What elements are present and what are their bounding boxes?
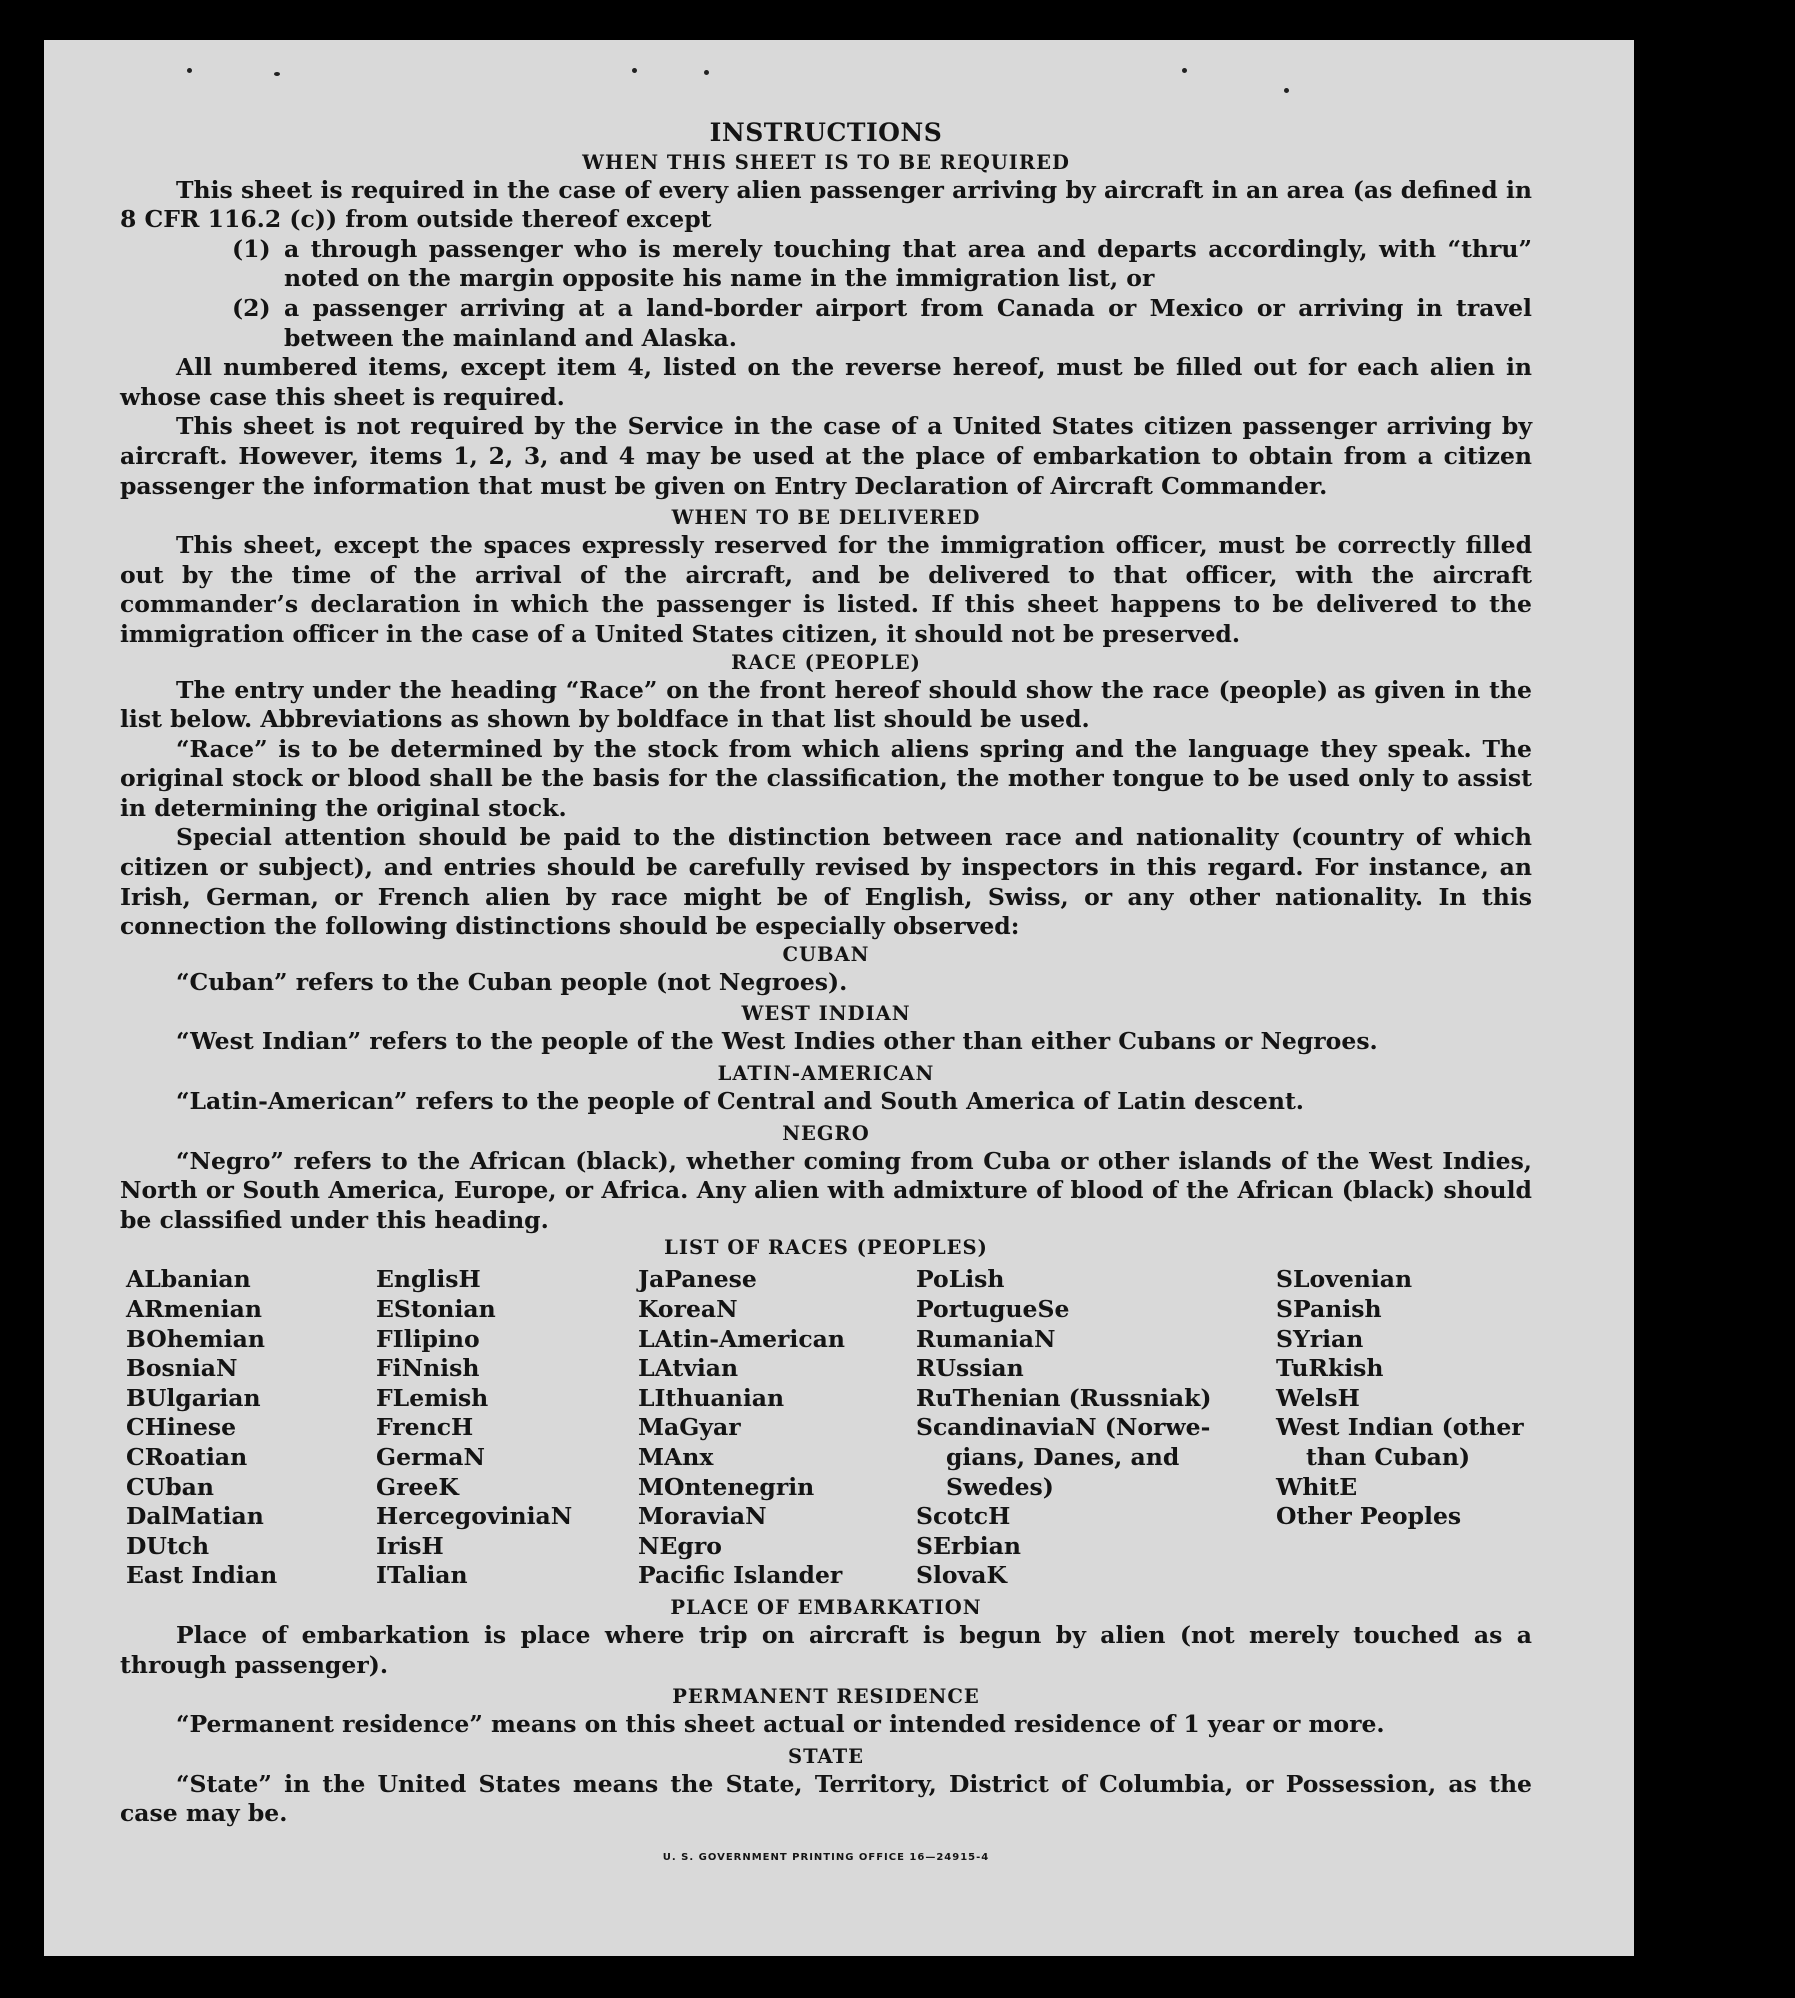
race-entry: IrisH [376, 1531, 444, 1560]
race-entry: RuThenian (Russniak) [916, 1383, 1212, 1412]
race-entry: GreeK [376, 1472, 459, 1501]
races-column [1276, 1265, 1526, 1591]
section-heading-races-list: LIST OF RACES (PEOPLES) [664, 1236, 988, 1260]
race-entry: SErbian [916, 1531, 1021, 1560]
paragraph: “Cuban” refers to the Cuban people (not Negroes). [176, 967, 848, 996]
race-entry: FIlipino [376, 1324, 480, 1353]
paragraph: “West Indian” refers to the people of the West Indies other than either Cubans or Negroes. [176, 1027, 1378, 1056]
paragraph: The entry under the heading “Race” on the front hereof should show the race (people) as given in the list below. Abbreviations as shown by boldface in that list should be used. [120, 675, 1532, 734]
race-entry: West Indian (other [1276, 1413, 1524, 1442]
race-entry: LIthuanian [638, 1383, 785, 1412]
race-entry: LAtvian [638, 1354, 739, 1383]
section-heading-race: RACE (PEOPLE) [731, 650, 921, 674]
race-entry: JaPanese [638, 1265, 757, 1294]
paragraph: Special attention should be paid to the distinction between race and nationality (country of which citizen or subject), and entries should be carefully revised by inspectors in this regard. For instance, an Irish, German, or French alien by race might be of English, Swiss, or any other nationality. In this connection the following distinctions should be especially observed: [120, 823, 1532, 941]
race-entry: PortugueSe [916, 1295, 1070, 1323]
section-heading-delivered: WHEN TO BE DELIVERED [671, 506, 981, 530]
race-entry: HercegoviniaN [376, 1502, 573, 1531]
race-entry: Other Peoples [1276, 1502, 1462, 1531]
paragraph: This sheet, except the spaces expressly reserved for the immigration officer, must be correctly filled out by the time of the arrival of the aircraft, and be delivered to that officer, with the aircraft commander’s declaration in which the passenger is listed. If this sheet happens to be delivered to the immigration officer in the case of a United States citizen, it should not be preserved. [120, 531, 1532, 648]
race-entry: SYrian [1276, 1324, 1364, 1353]
paragraph: “Permanent residence” means on this sheet actual or intended residence of 1 year or more. [176, 1710, 1385, 1739]
section-heading-required: WHEN THIS SHEET IS TO BE REQUIRED [582, 150, 1070, 174]
race-entry: MOntenegrin [638, 1472, 815, 1501]
race-entry: NEgro [638, 1531, 722, 1560]
race-entry: EStonian [376, 1295, 496, 1323]
race-entry: CUban [126, 1472, 214, 1501]
race-entry: Swedes) [946, 1472, 1054, 1501]
race-entry: gians, Danes, and [946, 1442, 1180, 1471]
race-entry: KoreaN [638, 1295, 738, 1323]
race-entry: MoraviaN [638, 1502, 767, 1531]
races-column [916, 1265, 1276, 1591]
section-heading-residence: PERMANENT RESIDENCE [672, 1685, 980, 1709]
section-heading-state: STATE [788, 1744, 864, 1768]
race-entry: MAnx [638, 1442, 714, 1471]
print-speck [187, 68, 192, 73]
item-text: a passenger arriving at a land-border airport from Canada or Mexico or arriving in travel between the mainland and Alaska. [284, 293, 1532, 352]
item-text: a through passenger who is merely touching that area and departs accordingly, with “thru” noted on the margin opposite his name in the immigration list, or [284, 234, 1532, 293]
race-entry: ALbanian [126, 1265, 251, 1294]
race-entry: FLemish [376, 1383, 489, 1412]
document-sheet [44, 40, 1634, 1956]
section-heading-embarkation: PLACE OF EMBARKATION [670, 1595, 982, 1619]
race-entry: FrencH [376, 1413, 474, 1442]
race-entry: EnglisH [376, 1265, 481, 1294]
paragraph: “Race” is to be determined by the stock from which aliens spring and the language they speak. The original stock or blood shall be the basis for the classification, the mother tongue to be used only to assist in determining the original stock. [120, 734, 1532, 822]
race-entry: East Indian [126, 1561, 278, 1590]
race-entry: GermaN [376, 1442, 485, 1471]
race-entry: DUtch [126, 1531, 210, 1560]
item-number: (1) [232, 234, 271, 263]
race-entry: DalMatian [126, 1502, 264, 1531]
race-entry: RumaniaN [916, 1324, 1056, 1353]
item-number: (2) [232, 293, 271, 322]
race-entry: Pacific Islander [638, 1561, 843, 1590]
race-entry: WhitE [1276, 1472, 1358, 1501]
race-entry: BUlgarian [126, 1383, 261, 1412]
paragraph: Place of embarkation is place where trip on aircraft is begun by alien (not merely touched as a through passenger). [120, 1620, 1532, 1679]
list-item [120, 294, 1532, 353]
race-entry: FiNnish [376, 1354, 480, 1383]
instructions-body [120, 118, 1532, 1873]
printer-imprint: U. S. GOVERNMENT PRINTING OFFICE 16—24915-4 [662, 1851, 990, 1863]
print-speck [632, 68, 637, 73]
print-speck [274, 72, 280, 76]
race-entry: RUssian [916, 1354, 1024, 1383]
races-column [376, 1265, 638, 1591]
races-list [126, 1265, 1532, 1591]
paragraph: “Negro” refers to the African (black), whether coming from Cuba or other islands of the West Indies, North or South America, Europe, or Africa. Any alien with admixture of blood of the African (black) should be classified under this heading. [120, 1146, 1532, 1234]
paragraph: “State” in the United States means the State, Territory, District of Columbia, or Possession, as the case may be. [120, 1769, 1532, 1828]
race-entry: SPanish [1276, 1295, 1382, 1323]
race-entry: BosniaN [126, 1354, 238, 1383]
page-title: INSTRUCTIONS [709, 118, 943, 147]
race-entry: than Cuban) [1306, 1442, 1471, 1471]
race-entry: TuRkish [1276, 1354, 1384, 1383]
race-entry: ScotcH [916, 1502, 1011, 1531]
race-entry: SlovaK [916, 1561, 1007, 1590]
races-column [126, 1265, 376, 1591]
race-entry: ScandinaviaN (Norwe- [916, 1413, 1211, 1442]
section-heading-cuban: CUBAN [782, 942, 870, 966]
paragraph: This sheet is not required by the Service in the case of a United States citizen passenger arriving by aircraft. However, items 1, 2, 3, and 4 may be used at the place of embarkation to obtain from a citizen passenger the information that must be given on Entry Declaration of Aircraft Commander. [120, 412, 1532, 500]
section-heading-latin-american: LATIN-AMERICAN [717, 1062, 935, 1086]
print-speck [704, 70, 709, 75]
print-speck [1284, 88, 1289, 93]
list-item [120, 235, 1532, 294]
race-entry: CHinese [126, 1413, 237, 1442]
race-entry: LAtin-American [638, 1324, 845, 1353]
race-entry: PoLish [916, 1265, 1005, 1294]
section-heading-west-indian: WEST INDIAN [741, 1002, 911, 1026]
paragraph: “Latin-American” refers to the people of Central and South America of Latin descent. [176, 1087, 1304, 1116]
print-speck [1182, 68, 1187, 73]
race-entry: MaGyar [638, 1413, 741, 1442]
race-entry: BOhemian [126, 1324, 265, 1353]
race-entry: CRoatian [126, 1442, 248, 1471]
paragraph: All numbered items, except item 4, listed on the reverse hereof, must be filled out for each alien in whose case this sheet is required. [120, 353, 1532, 411]
race-entry: SLovenian [1276, 1265, 1413, 1294]
races-column [638, 1265, 916, 1591]
race-entry: ITalian [376, 1561, 468, 1590]
race-entry: ARmenian [126, 1295, 262, 1323]
paragraph: This sheet is required in the case of every alien passenger arriving by aircraft in an area (as defined in 8 CFR 116.2 (c)) from outside thereof except [120, 175, 1532, 234]
race-entry: WelsH [1276, 1383, 1360, 1412]
section-heading-negro: NEGRO [782, 1121, 870, 1145]
